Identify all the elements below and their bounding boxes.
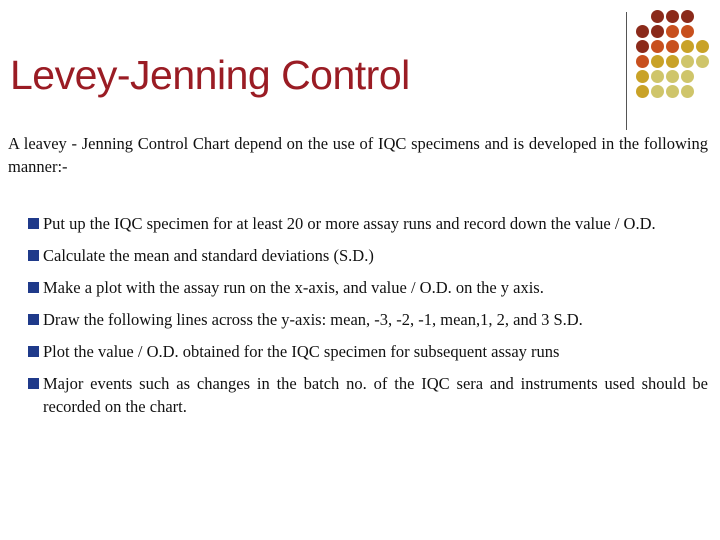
decorative-dot	[681, 40, 694, 53]
bullet-text: Plot the value / O.D. obtained for the IQC specimen for subsequent assay runs	[43, 342, 560, 361]
square-bullet-icon	[28, 314, 39, 325]
decorative-dot	[681, 10, 694, 23]
decorative-dot	[651, 70, 664, 83]
bullet-item	[28, 340, 708, 363]
bullet-text: Put up the IQC specimen for at least 20 or more assay runs and record down the value / O.D.	[43, 214, 656, 233]
decorative-dot	[666, 25, 679, 38]
decorative-dot	[651, 10, 664, 23]
decorative-dot	[681, 85, 694, 98]
bullet-text: Draw the following lines across the y-axis: mean, -3, -2, -1, mean,1, 2, and 3 S.D.	[43, 310, 583, 329]
decorative-dot	[636, 40, 649, 53]
slide-title: Levey-Jenning Control	[10, 52, 410, 98]
decorative-dot	[651, 55, 664, 68]
square-bullet-icon	[28, 378, 39, 389]
decorative-dot	[681, 55, 694, 68]
decorative-dot	[636, 55, 649, 68]
decorative-dot	[681, 25, 694, 38]
bullet-item	[28, 212, 708, 235]
decorative-dot-grid	[640, 10, 720, 110]
bullet-text: Calculate the mean and standard deviations (S.D.)	[43, 246, 374, 265]
decorative-dot	[666, 70, 679, 83]
square-bullet-icon	[28, 218, 39, 229]
square-bullet-icon	[28, 250, 39, 261]
decorative-dot	[651, 40, 664, 53]
decorative-dot	[636, 70, 649, 83]
bullet-item	[28, 372, 708, 418]
decorative-dot	[651, 25, 664, 38]
square-bullet-icon	[28, 346, 39, 357]
decorative-dot	[666, 40, 679, 53]
decorative-dot	[681, 70, 694, 83]
bullet-text: Major events such as changes in the batch no. of the IQC sera and instruments used should be recorded on the chart.	[43, 374, 708, 416]
bullet-item	[28, 308, 708, 331]
decorative-dot	[636, 85, 649, 98]
bullet-item	[28, 244, 708, 267]
decorative-dot	[696, 55, 709, 68]
title-divider-line	[626, 12, 627, 130]
decorative-dot	[666, 10, 679, 23]
decorative-dot	[651, 85, 664, 98]
decorative-dot	[666, 85, 679, 98]
decorative-dot	[666, 55, 679, 68]
decorative-dot	[696, 40, 709, 53]
bullet-text: Make a plot with the assay run on the x-axis, and value / O.D. on the y axis.	[43, 278, 544, 297]
decorative-dot	[636, 25, 649, 38]
bullet-list	[28, 212, 708, 418]
intro-paragraph: A leavey - Jenning Control Chart depend on the use of IQC specimens and is developed in the following manner:-	[8, 134, 708, 176]
bullet-item	[28, 276, 708, 299]
square-bullet-icon	[28, 282, 39, 293]
